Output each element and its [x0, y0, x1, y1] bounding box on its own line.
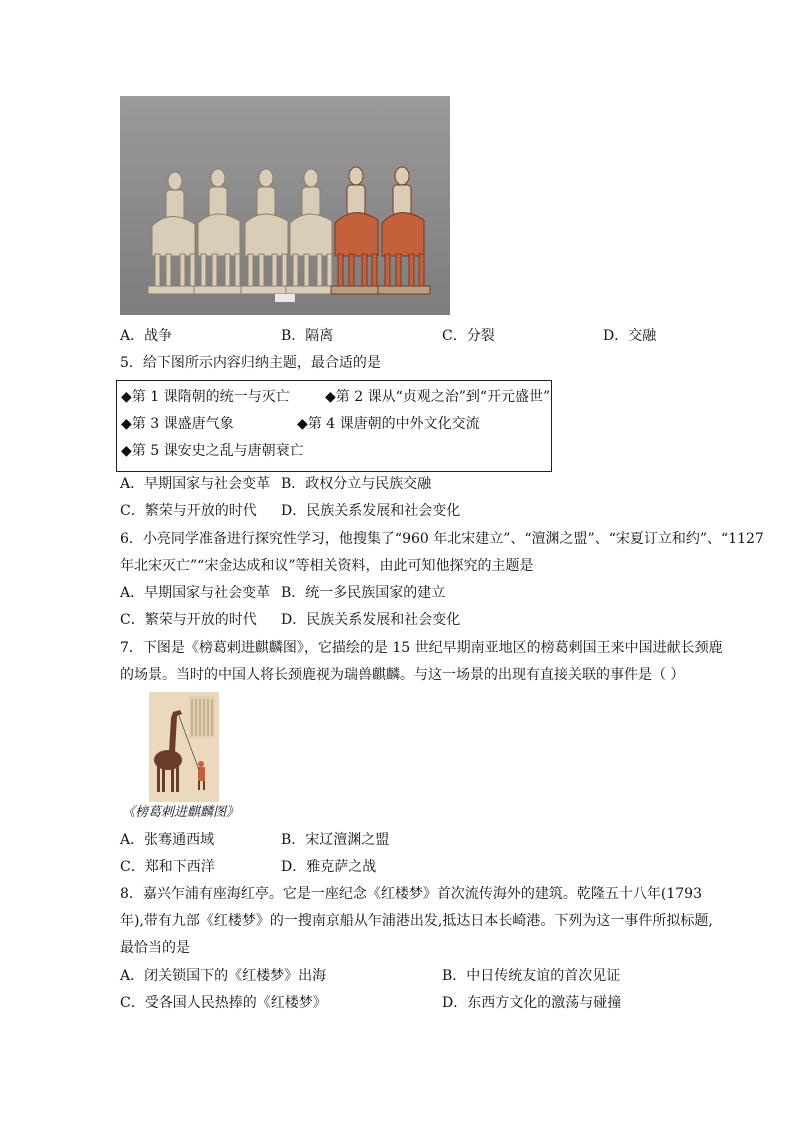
- q6-option-c: C．繁荣与开放的时代: [120, 612, 257, 628]
- q5-box-item-3: ◆第 3 课盛唐气象: [121, 416, 234, 432]
- q6-option-b: B．统一多民族国家的建立: [281, 585, 446, 601]
- q7-option-a: A．张骞通西域: [120, 832, 215, 848]
- q8-option-d: D．东西方文化的激荡与碰撞: [442, 995, 622, 1011]
- q5-option-d: D．民族关系发展和社会变化: [281, 503, 461, 519]
- tribute-giraffe-painting: [149, 692, 219, 802]
- q7-option-d: D．雅克萨之战: [281, 859, 377, 875]
- q7-stem-line2: 的场景。当时的中国人将长颈鹿视为瑞兽麒麟。与这一场景的出现有直接关联的事件是（ ）: [120, 667, 685, 683]
- q7-option-b: B．宋辽澶渊之盟: [281, 832, 390, 848]
- q5-box-item-5: ◆第 5 课安史之乱与唐朝衰亡: [121, 443, 304, 459]
- q4-option-b: B．隔离: [281, 328, 334, 344]
- q8-option-b: B．中日传统友谊的首次见证: [442, 968, 621, 984]
- terracotta-horsemen-illustration: [120, 96, 450, 315]
- giraffe-painting-illustration: [149, 692, 219, 802]
- q5-stem: 5．给下图所示内容归纳主题，最合适的是: [120, 355, 381, 371]
- q8-option-a: A．闭关锁国下的《红楼梦》出海: [120, 968, 327, 984]
- q5-box-item-1: ◆第 1 课隋朝的统一与灭亡: [121, 389, 290, 405]
- q4-option-a: A．战争: [120, 328, 173, 344]
- q8-stem-line3: 最恰当的是: [120, 940, 190, 956]
- q6-option-d: D．民族关系发展和社会变化: [281, 612, 461, 628]
- q5-lesson-box: [116, 380, 552, 472]
- q8-stem-line2: 年),带有九部《红楼梦》的一搜南京船从乍浦港出发,抵达日本长崎港。下列为这一事件所拟标题,: [120, 913, 713, 929]
- terracotta-horsemen-photo: [120, 96, 450, 315]
- q8-option-c: C．受各国人民热捧的《红楼梦》: [120, 995, 327, 1011]
- q4-option-d: D．交融: [603, 328, 657, 344]
- q5-option-a: A．早期国家与社会变革: [120, 476, 271, 492]
- q4-option-c: C．分裂: [442, 328, 495, 344]
- q6-stem-line1: 6．小亮同学准备进行探究性学习，他搜集了“960 年北宋建立”、“澶渊之盟”、“宋夏订立和约”、“1127: [120, 531, 764, 547]
- q8-stem-line1: 8．嘉兴乍浦有座海红亭。它是一座纪念《红楼梦》首次流传海外的建筑。乾隆五十八年(1793: [120, 886, 702, 902]
- q7-stem-line1: 7．下图是《榜葛剌进麒麟图》，它描绘的是 15 世纪早期南亚地区的榜葛剌国王来中国进献长颈鹿: [120, 640, 723, 656]
- q7-image-caption: 《榜葛剌进麒麟图》: [122, 805, 240, 820]
- q5-box-item-2: ◆第 2 课从“贞观之治”到“开元盛世”: [325, 389, 551, 405]
- q5-option-c: C．繁荣与开放的时代: [120, 503, 257, 519]
- q6-stem-line2: 年北宋灭亡”“宋金达成和议”等相关资料，由此可知他探究的主题是: [120, 558, 534, 574]
- q6-option-a: A．早期国家与社会变革: [120, 585, 271, 601]
- q5-box-item-4: ◆第 4 课唐朝的中外文化交流: [297, 416, 480, 432]
- q7-option-c: C．郑和下西洋: [120, 859, 215, 875]
- q5-option-b: B．政权分立与民族交融: [281, 476, 432, 492]
